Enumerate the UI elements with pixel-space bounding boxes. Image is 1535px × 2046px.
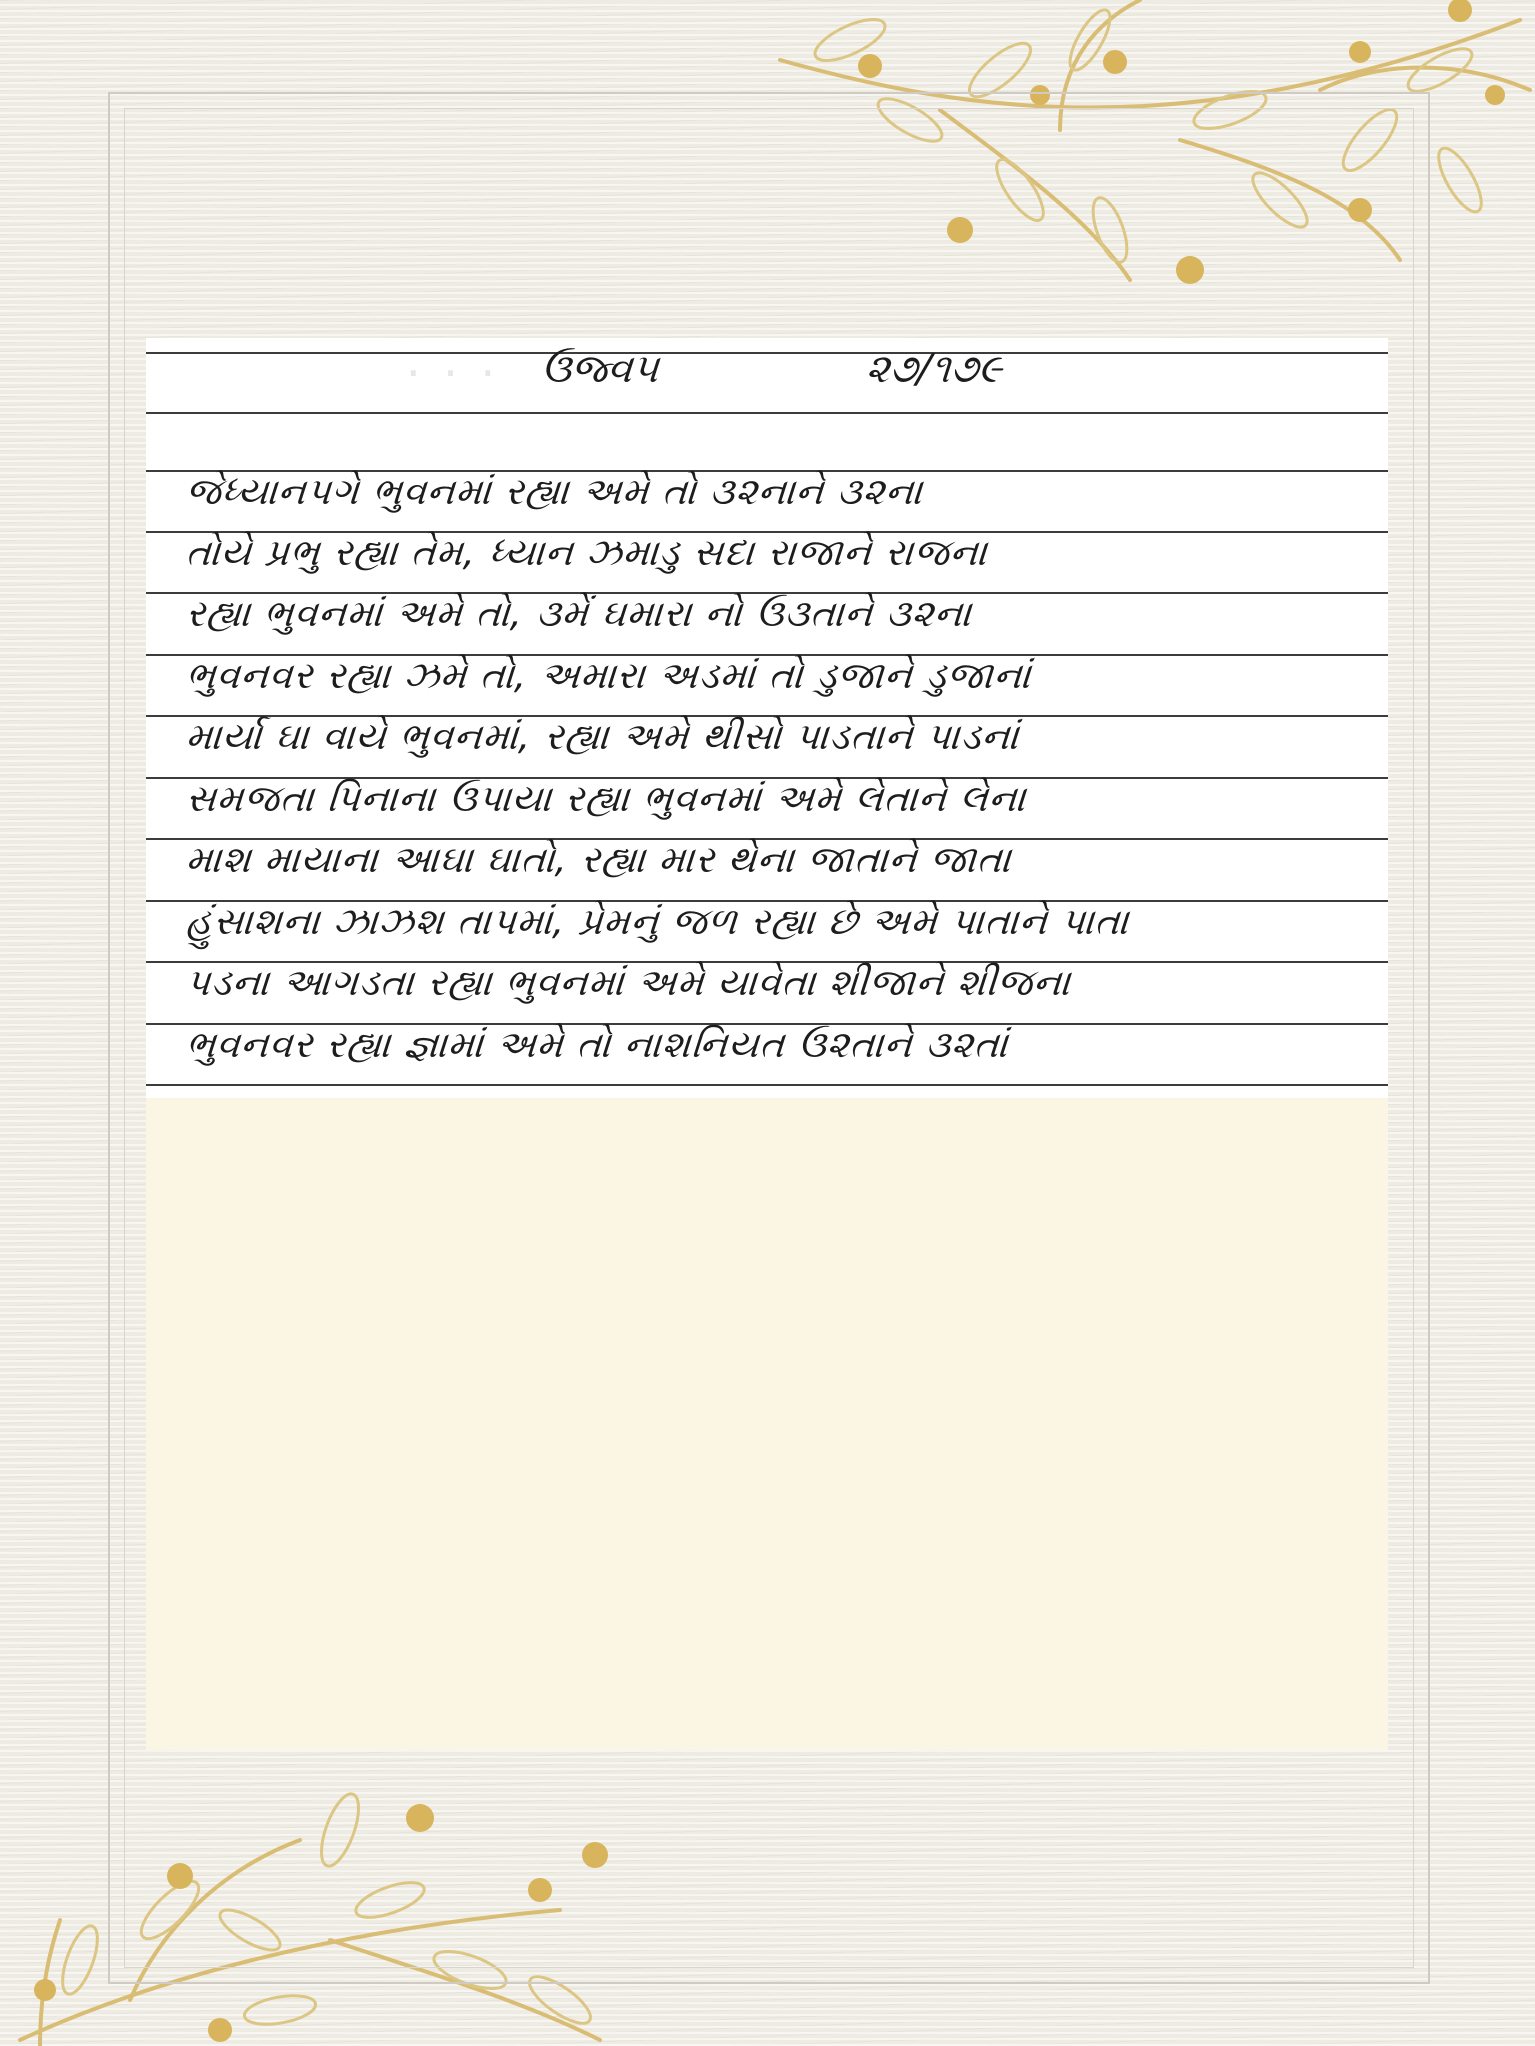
ruled-line — [146, 352, 1388, 354]
faint-bleed-through-marks: · · · — [406, 346, 500, 400]
ruled-line — [146, 412, 1388, 414]
handwritten-line-9: પડના આગડતા રહ્યા ભુવનમાં અમે યાવેતા શીજાને શીજના — [184, 961, 1073, 1004]
handwritten-note-sheet — [146, 338, 1388, 1098]
ruled-line — [146, 1084, 1388, 1086]
handwritten-line-3: રહ્યા ભુવનમાં અમે તો, ૩મેં ઘમારા નો ઉ૩તાને ૩૨ના — [184, 592, 974, 635]
handwritten-line-6: સમજતા પિનાના ઉપાયા રહ્યા ભુવનમાં અમે લેતાને લેના — [184, 777, 1028, 820]
handwritten-line-8: હુંસાશના ઝાઝશ તાપમાં, પ્રેમનું જળ રહ્યા છે અમે પાતાને પાતા — [184, 900, 1131, 943]
handwritten-line-1: જેધ્યાનપગે ભુવનમાં રહ્યા અમે તો ૩૨નાને ૩૨ના — [184, 470, 925, 513]
handwritten-line-4: ભુવનવર રહ્યા ઝમે તો, અમારા અડમાં તો ડુજાને ડુજાનાં — [184, 654, 1034, 697]
header-date-left: ઉજ્વ૫ — [539, 346, 661, 392]
handwritten-line-10: ભુવનવર રહ્યા જ્ઞામાં અમે તો નાશનિયત ઉ૨તાને ૩૨તાં — [184, 1023, 1011, 1066]
handwritten-line-5: માર્યા ઘા વાયે ભુવનમાં, રહ્યા અમે થીસો પાડતાને પાડનાં — [184, 715, 1021, 758]
header-date-right: ૨૭/૧૭૯ — [864, 346, 1004, 392]
handwritten-line-2: તોયે પ્રભુ રહ્યા તેમ, ધ્યાન ઝમાડુ સદા રાજાને રાજના — [184, 531, 990, 574]
handwritten-line-7: માશ માયાના આઘા ઘાતો, રહ્યા માર થેના જાતાને જાતા — [184, 838, 1014, 881]
